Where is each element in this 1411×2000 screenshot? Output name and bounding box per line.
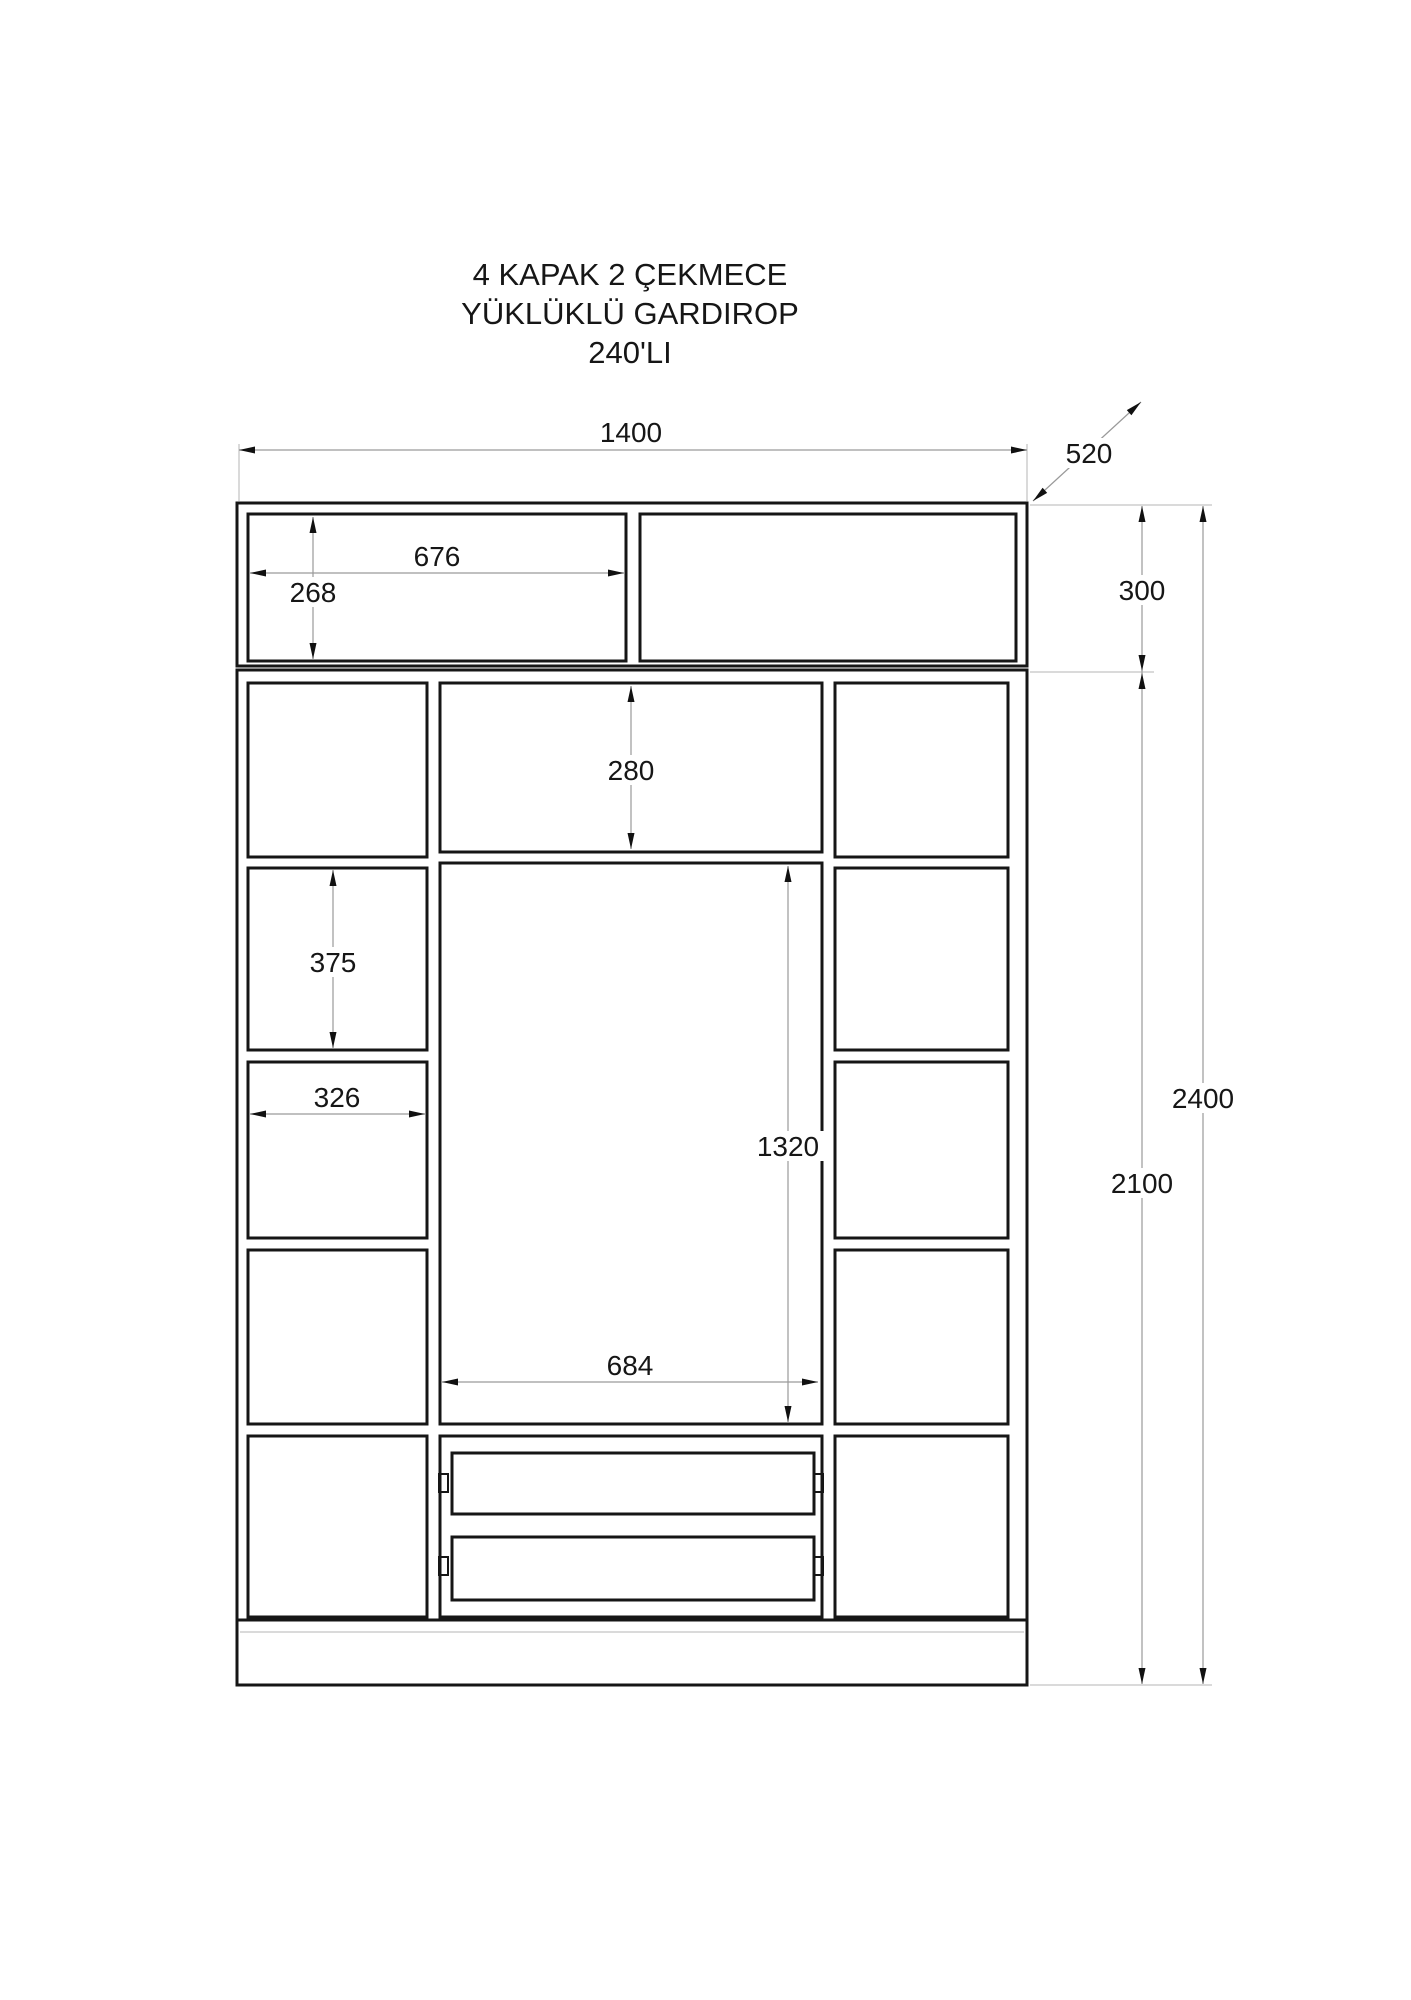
dim-center-opening-height-label: 1320 bbox=[756, 1131, 820, 1162]
drawing-title-line-1: 4 KAPAK 2 ÇEKMECE bbox=[472, 257, 788, 292]
dim-top-compartment-height bbox=[281, 517, 345, 659]
dim-depth-label: 520 bbox=[1065, 438, 1113, 469]
drawing-title-line-2: YÜKLÜKLÜ GARDIROP bbox=[461, 296, 799, 331]
dim-total-width bbox=[239, 417, 1027, 454]
dim-body-height-label: 2100 bbox=[1110, 1168, 1174, 1199]
right-compartment-3 bbox=[835, 1062, 1008, 1238]
right-compartment-5 bbox=[835, 1436, 1008, 1617]
right-compartment-1 bbox=[835, 683, 1008, 857]
dim-side-column-width bbox=[250, 1082, 425, 1118]
body-outline bbox=[237, 670, 1027, 1685]
dim-side-shelf-height bbox=[301, 870, 365, 1048]
dim-center-shelf-height bbox=[599, 686, 663, 849]
top-section-outline bbox=[237, 503, 1027, 666]
dim-top-compartment-width bbox=[250, 541, 624, 577]
dim-center-opening-height bbox=[748, 866, 828, 1422]
dim-total-height bbox=[1163, 506, 1243, 1684]
top-right-compartment bbox=[640, 514, 1016, 661]
drawing-title-line-3: 240'LI bbox=[588, 335, 672, 370]
dim-total-width-label: 1400 bbox=[599, 417, 663, 448]
drawer-front-1 bbox=[452, 1453, 814, 1514]
dim-side-shelf-height-label: 375 bbox=[309, 947, 357, 978]
dim-top-section-height-label: 300 bbox=[1118, 575, 1166, 606]
dim-top-compartment-height-label: 268 bbox=[289, 577, 337, 608]
left-compartment-4 bbox=[248, 1250, 427, 1424]
dim-depth bbox=[1033, 402, 1141, 501]
left-compartment-1 bbox=[248, 683, 427, 857]
right-compartment-2 bbox=[835, 868, 1008, 1050]
dim-center-opening-width-label: 684 bbox=[606, 1350, 654, 1381]
right-compartment-4 bbox=[835, 1250, 1008, 1424]
dim-center-shelf-height-label: 280 bbox=[607, 755, 655, 786]
drawer-compartment bbox=[440, 1436, 822, 1617]
left-compartment-5 bbox=[248, 1436, 427, 1617]
dim-total-height-label: 2400 bbox=[1171, 1083, 1235, 1114]
dim-center-opening-width bbox=[442, 1350, 818, 1386]
drawer-front-2 bbox=[452, 1537, 814, 1600]
dim-top-compartment-width-label: 676 bbox=[413, 541, 461, 572]
dim-side-column-width-label: 326 bbox=[313, 1082, 361, 1113]
